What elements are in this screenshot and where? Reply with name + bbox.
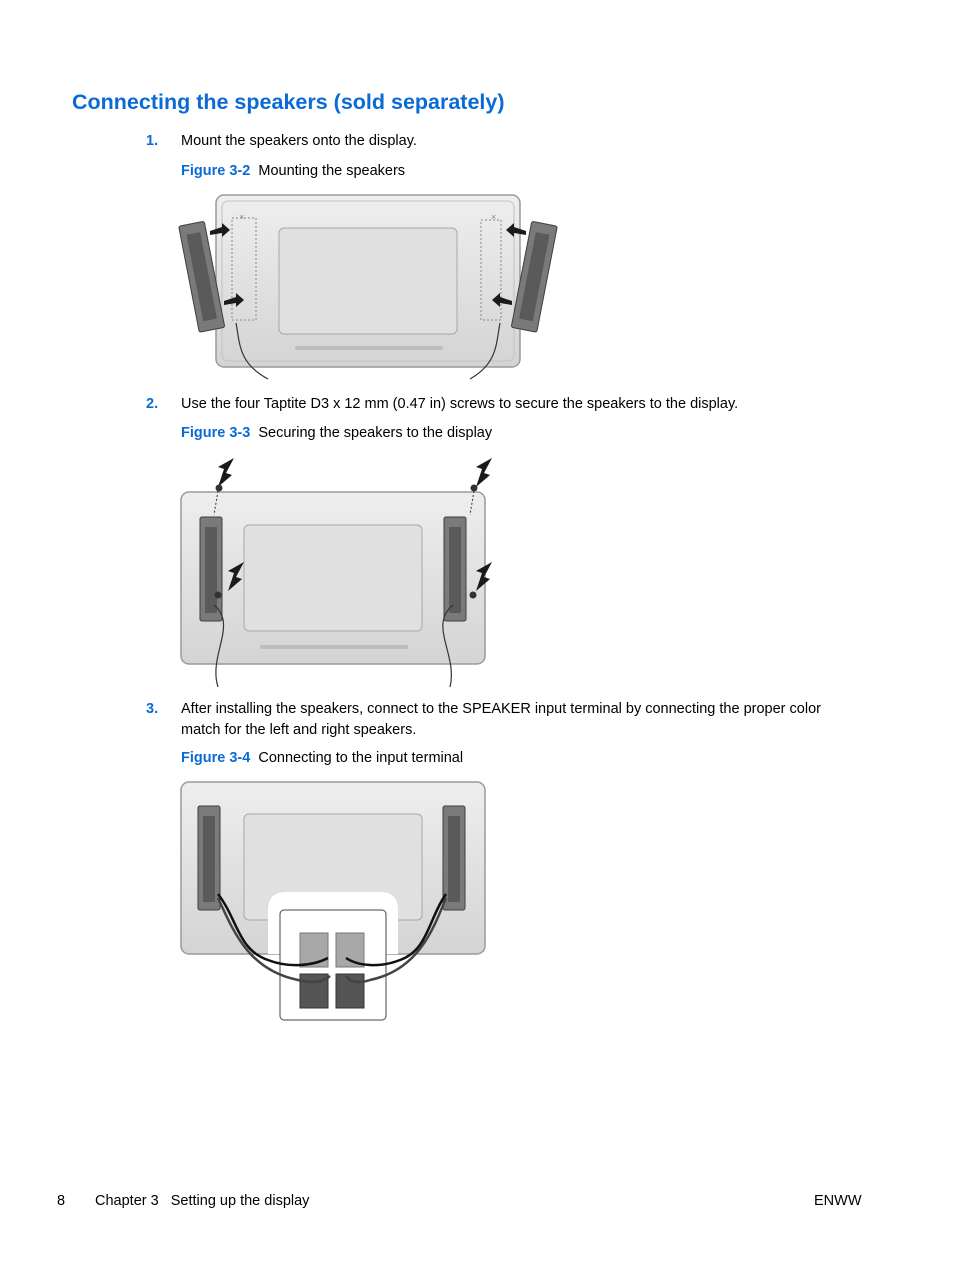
figure-3-2-text: Mounting the speakers [258, 163, 406, 179]
figure-3-2-label: Figure 3-2 [181, 163, 251, 179]
securing-speakers-illustration [178, 455, 498, 690]
figure-3-3-label: Figure 3-3 [181, 425, 251, 441]
figure-3-2-caption [181, 163, 405, 179]
figure-3-3-caption [181, 425, 492, 441]
step-1-number: 1. [146, 133, 159, 149]
input-terminal-illustration [178, 780, 498, 1025]
footer-enww: ENWW [814, 1193, 862, 1209]
step-3-text: After installing the speakers, connect to the SPEAKER input terminal by connecting the proper color match for the left and right speakers. [181, 701, 821, 738]
step-1-text: Mount the speakers onto the display. [181, 133, 417, 149]
figure-3-3-text: Securing the speakers to the display [258, 425, 493, 441]
footer-chapter: Chapter 3 Setting up the display [95, 1193, 310, 1209]
figure-3-4-caption [181, 750, 463, 766]
section-title: Connecting the speakers (sold separately) [72, 90, 505, 114]
step-2-number: 2. [146, 396, 159, 412]
mounting-speakers-illustration [178, 193, 558, 383]
figure-3-4-label: Figure 3-4 [181, 750, 251, 766]
page-number: 8 [57, 1193, 66, 1209]
figure-3-4-text: Connecting to the input terminal [258, 750, 464, 766]
step-2-text: Use the four Taptite D3 x 12 mm (0.47 in) screws to secure the speakers to the display. [181, 396, 739, 412]
svg-text:×: × [491, 212, 497, 222]
step-3-number: 3. [146, 701, 159, 717]
svg-text:×: × [239, 212, 245, 222]
